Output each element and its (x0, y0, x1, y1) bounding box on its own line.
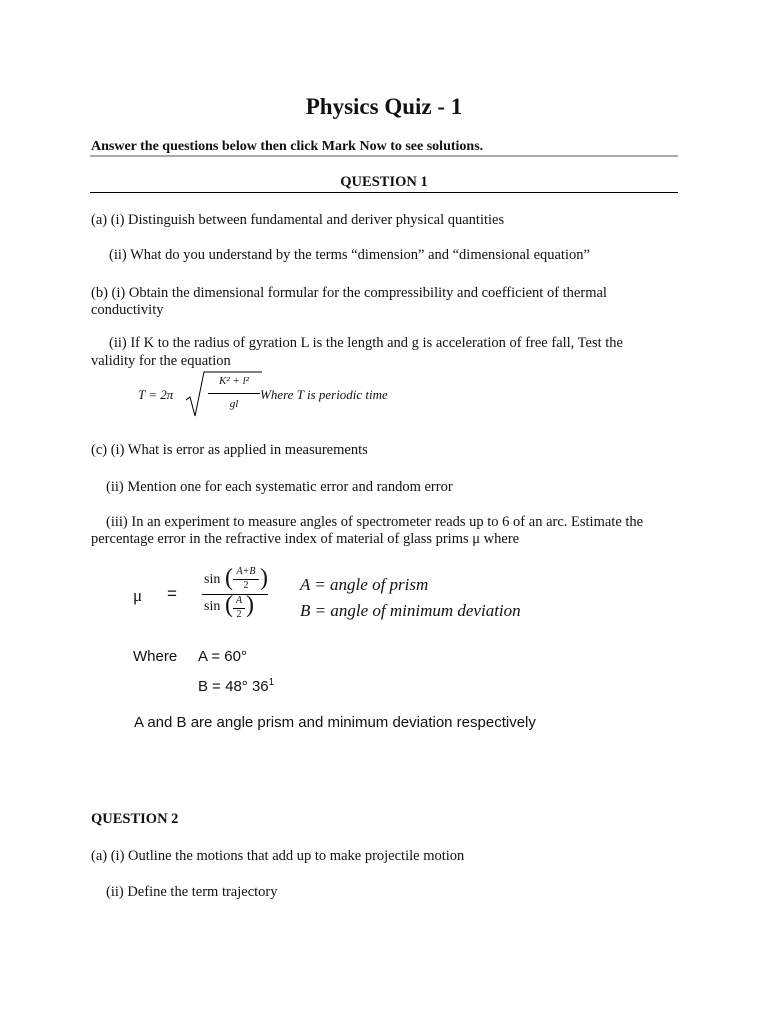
angle-b-text: B = 48° 36 (198, 678, 269, 695)
question-1b-i-cont: conductivity (91, 302, 164, 318)
definition-a: A = angle of prism (300, 575, 429, 594)
sin-label: sin (204, 572, 221, 587)
angle-b-value (198, 677, 274, 695)
question-1c-i: (c) (i) What is error as applied in measurements (91, 442, 368, 458)
sum-denominator: 2 (243, 580, 249, 591)
page-title: Physics Quiz - 1 (305, 94, 463, 119)
equation-note: Where T is periodic time (260, 387, 388, 402)
angle-note: A and B are angle prism and minimum deviation respectively (134, 714, 536, 731)
question-1b-ii-cont: validity for the equation (91, 353, 231, 369)
question-1c-ii: (ii) Mention one for each systematic error and random error (106, 479, 453, 495)
definition-b: B = angle of minimum deviation (300, 601, 521, 620)
period-equation (138, 370, 428, 420)
equation-lhs: T = 2π (138, 387, 174, 402)
question-1a-i: (a) (i) Distinguish between fundamental and deriver physical quantities (91, 212, 505, 228)
refractive-index-equation (130, 562, 580, 632)
divider (90, 192, 678, 193)
sin-label: sin (204, 599, 221, 614)
equation-numerator: K² + l² (219, 375, 249, 387)
paren-open: ( (225, 592, 233, 618)
equals-sign: = (167, 584, 177, 603)
question-1a-ii: (ii) What do you understand by the terms “dimension” and “dimensional equation” (109, 247, 590, 263)
question-1c-iii-cont: percentage error in the refractive index of material of glass prims μ where (91, 531, 520, 547)
angle-denominator: 2 (236, 609, 242, 620)
divider (90, 155, 678, 157)
question-2a-i: (a) (i) Outline the motions that add up to make projectile motion (91, 848, 465, 864)
angle-b-superscript: 1 (268, 677, 275, 688)
question-1-heading: QUESTION 1 (340, 174, 428, 190)
sum-numerator: A+B (236, 566, 256, 577)
where-label: Where (133, 648, 178, 665)
instructions: Answer the questions below then click Mark Now to see solutions. (91, 139, 484, 154)
angle-a-value: A = 60° (198, 648, 247, 665)
mu-symbol: μ (133, 586, 143, 605)
question-1b-i: (b) (i) Obtain the dimensional formular for the compressibility and coefficient of thermal (91, 285, 607, 301)
paren-close: ) (260, 565, 268, 591)
question-2-heading: QUESTION 2 (91, 811, 179, 827)
paren-open: ( (225, 565, 233, 591)
angle-numerator: A (235, 595, 243, 606)
question-1b-ii: (ii) If K to the radius of gyration L is the length and g is acceleration of free fall, Test the (109, 335, 623, 351)
equation-denominator: gl (229, 398, 239, 410)
question-1c-iii: (iii) In an experiment to measure angles of spectrometer reads up to 6 of an arc. Estimate the (106, 514, 644, 530)
paren-close: ) (246, 592, 254, 618)
question-2a-ii: (ii) Define the term trajectory (106, 884, 278, 900)
fraction-bar (208, 393, 260, 394)
